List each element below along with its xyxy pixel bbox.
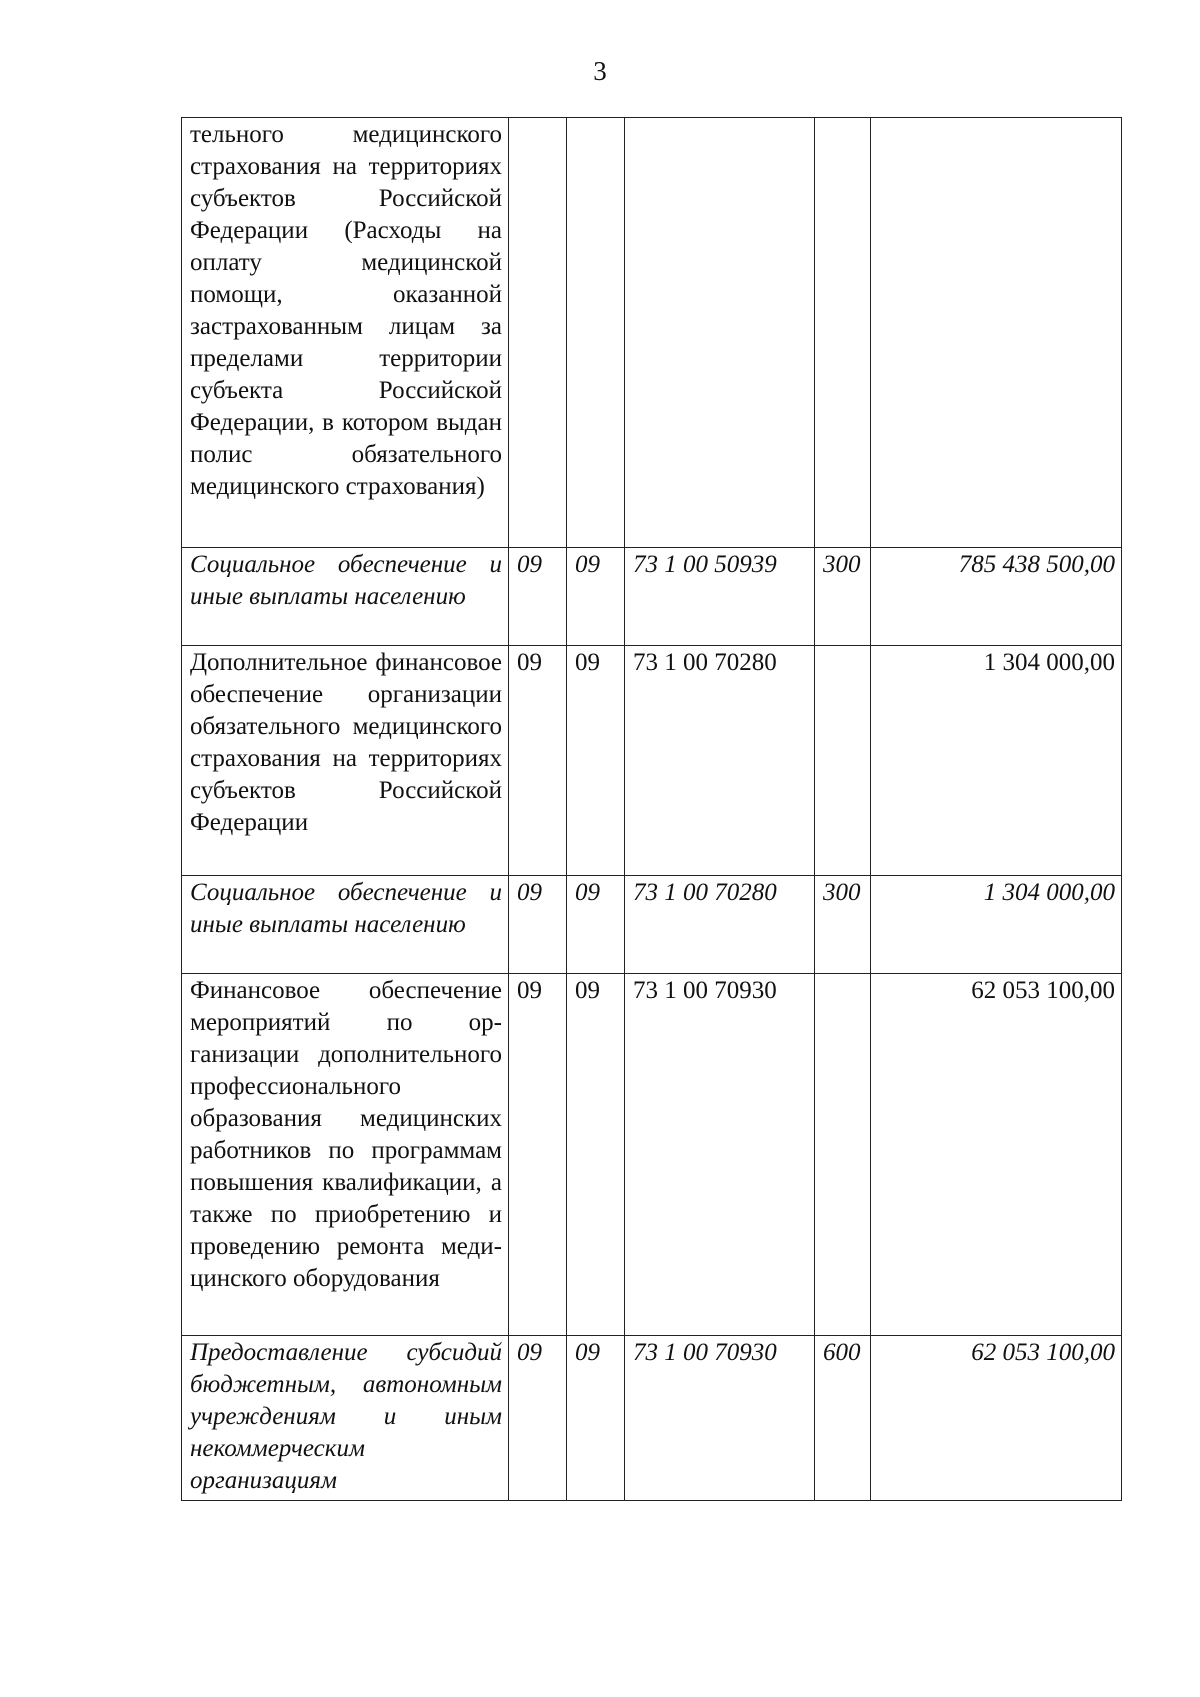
budget-table xyxy=(181,117,1122,1501)
table-row xyxy=(182,1336,1122,1501)
row-rz: 09 xyxy=(509,876,567,974)
row-amount: 62 053 100,00 xyxy=(871,974,1122,1336)
row-vr xyxy=(815,646,871,876)
row-name: Социальное обеспечение и иные выплаты населению xyxy=(182,548,509,646)
table-row xyxy=(182,876,1122,974)
row-vr: 300 xyxy=(815,876,871,974)
row-pr: 09 xyxy=(567,646,625,876)
row-name: Финансовое обеспечение мероприятий по организации дополнительного профессионального образования медицинских работников по программам повышения квалификации, а также по приобретению и проведению ремонта медицинского оборудования xyxy=(182,974,509,1336)
row-name: Предоставление субсидий бюджетным, автономным учреждениям и иным некоммерческим организациям xyxy=(182,1336,509,1501)
row-csr: 73 1 00 70280 xyxy=(625,646,815,876)
row-amount: 785 438 500,00 xyxy=(871,548,1122,646)
row-pr: 09 xyxy=(567,548,625,646)
table-row xyxy=(182,974,1122,1336)
row-rz xyxy=(509,118,567,548)
row-csr: 73 1 00 70930 xyxy=(625,974,815,1336)
row-pr: 09 xyxy=(567,876,625,974)
row-rz: 09 xyxy=(509,646,567,876)
row-name: Социальное обеспечение и иные выплаты населению xyxy=(182,876,509,974)
row-vr xyxy=(815,118,871,548)
row-pr: 09 xyxy=(567,1336,625,1501)
row-pr xyxy=(567,118,625,548)
row-vr xyxy=(815,974,871,1336)
row-pr: 09 xyxy=(567,974,625,1336)
row-rz: 09 xyxy=(509,974,567,1336)
table-row xyxy=(182,118,1122,548)
row-name: тельного медицинского страхования на территориях субъектов Российской Федерации (Расходы на оплату медицинской помощи, оказанной застрахованным лицам за пределами территории субъекта Российской Федерации, в котором выдан полис обязательного медицинского страхования) xyxy=(182,118,509,548)
row-csr: 73 1 00 70280 xyxy=(625,876,815,974)
row-csr: 73 1 00 70930 xyxy=(625,1336,815,1501)
table-row xyxy=(182,646,1122,876)
row-amount xyxy=(871,118,1122,548)
table-row xyxy=(182,548,1122,646)
row-amount: 1 304 000,00 xyxy=(871,646,1122,876)
row-csr: 73 1 00 50939 xyxy=(625,548,815,646)
page-number: 3 xyxy=(593,56,607,86)
row-amount: 1 304 000,00 xyxy=(871,876,1122,974)
row-name: Дополнительное финансовое обеспечение организации обязательного медицинского страхования на территориях субъектов Российской Федерации xyxy=(182,646,509,876)
row-rz: 09 xyxy=(509,1336,567,1501)
row-vr: 300 xyxy=(815,548,871,646)
row-csr xyxy=(625,118,815,548)
row-vr: 600 xyxy=(815,1336,871,1501)
row-amount: 62 053 100,00 xyxy=(871,1336,1122,1501)
row-rz: 09 xyxy=(509,548,567,646)
